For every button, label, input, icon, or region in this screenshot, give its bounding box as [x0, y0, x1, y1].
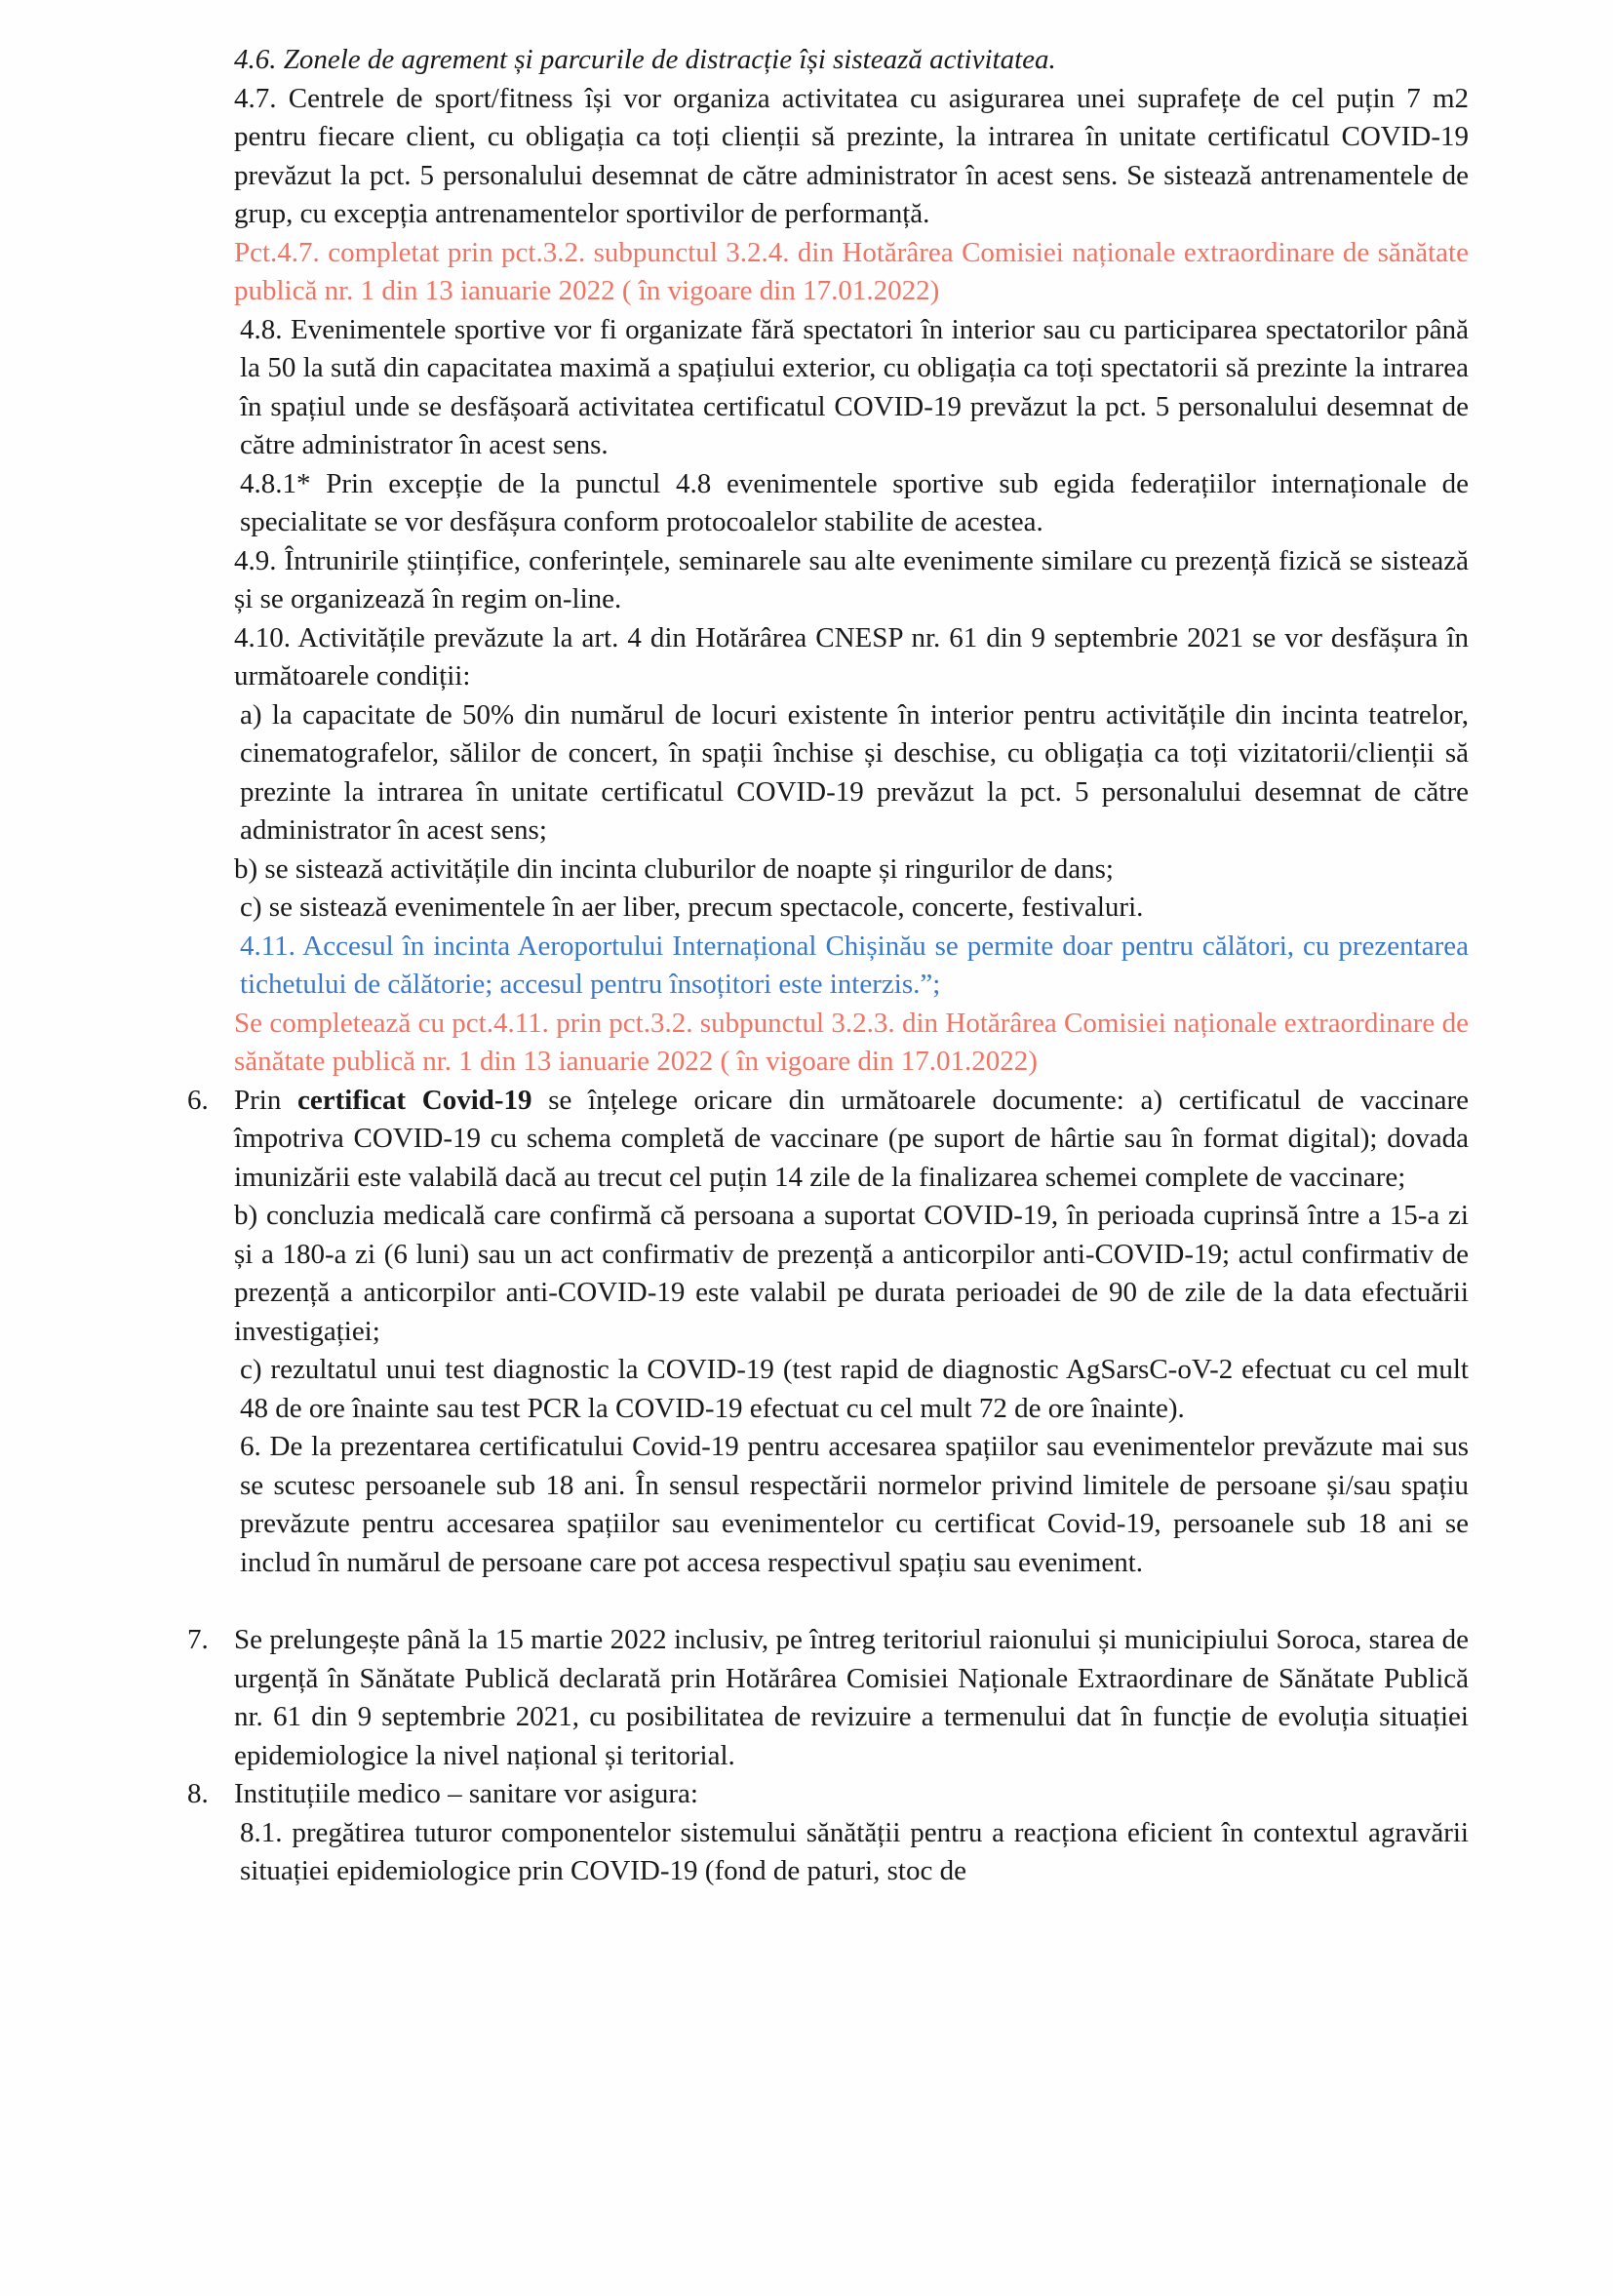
paragraph-4-7: 4.7. Centrele de sport/fitness își vor organiza activitatea cu asigurarea unei suprafețe de cel puțin 7 m2 pentru fiecare client, cu obligația ca toți clienții să prezinte, la intrarea în unitate certificatul COVID-19 prevăzut la pct. 5 personalului desemnat de către administrator în acest sens. Se sistează antrenamentele de grup, cu excepția antrenamentelor sportivilor de performanță.	[234, 82, 1469, 229]
item-6	[187, 1082, 1470, 1198]
item-8-number: 8.	[187, 1778, 209, 1809]
item-6-b: b) concluzia medicală care confirmă că persoana a suportat COVID-19, în perioada cuprinsă între a 15-a zi și a 180-a zi (6 luni) sau un act confirmativ de prezență a anticorpilor anti-COVID-19; actul confirmativ de prezență a anticorpilor anti-COVID-19 este valabil pe durata perioadei de 90 de zile de la data efectuării investigației;	[234, 1200, 1469, 1347]
paragraph-4-10: 4.10. Activitățile prevăzute la art. 4 din Hotărârea CNESP nr. 61 din 9 septembrie 2021 se vor desfășura în următoarele condiții:	[234, 621, 1469, 692]
item-6-lead: Prin	[234, 1084, 282, 1116]
paragraph-4-10-b: b) se sistează activitățile din incinta cluburilor de noapte și ringurilor de dans;	[234, 852, 1114, 885]
item-6-exemption: 6. De la prezentarea certificatului Covid-19 pentru accesarea spațiilor sau evenimentelor prevăzute mai sus se scutesc persoanele sub 18 ani. În sensul respectării normelor privind limitele de persoane și/sau spațiu prevăzute pentru accesarea spațiilor sau evenimentelor cu certificat Covid-19, persoanele sub 18 ani se includ în numărul de persoane care pot accesa respectivul spațiu sau eveniment.	[240, 1431, 1469, 1578]
paragraph-4-6: 4.6. Zonele de agrement și parcurile de distracție își sistează activitatea.	[234, 44, 1056, 75]
item-6-rest: se înțelege oricare din următoarele documente: a) certificatul de vaccinare împotriva COVID-19 cu schema completă de vaccinare (pe suport de hârtie sau în format digital); dovada imunizării este valabilă dacă au trecut cel puțin 14 zile de la finalizarea schemei complete de vaccinare;	[234, 1084, 1470, 1193]
paragraph-4-8: 4.8. Evenimentele sportive vor fi organizate fără spectatori în interior sau cu participarea spectatorilor până la 50 la sută din capacitatea maximă a spațiului exterior, cu obligația ca toți spectatorii să prezinte la intrarea în spațiul unde se desfășoară activitatea certificatul COVID-19 prevăzut la pct. 5 personalului desemnat de către administrator în acest sens.	[240, 313, 1469, 460]
item-7-number: 7.	[187, 1624, 209, 1655]
paragraph-4-10-c: c) se sistează evenimentele în aer liber, precum spectacole, concerte, festivaluri.	[240, 891, 1144, 923]
item-7	[187, 1621, 1469, 1775]
item-8-text: Instituțiile medico – sanitare vor asigura:	[234, 1778, 698, 1809]
amendment-note-4-11: Se completează cu pct.4.11. prin pct.3.2. subpunctul 3.2.3. din Hotărârea Comisiei naționale extraordinare de sănătate publică nr. 1 din 13 ianuarie 2022 ( în vigoare din 17.01.2022)	[234, 1007, 1469, 1077]
paragraph-4-11: 4.11. Accesul în incinta Aeroportului Internațional Chișinău se permite doar pentru călători, cu prezentarea tichetului de călătorie; accesul pentru însoțitori este interzis.”;	[240, 930, 1469, 1000]
document-body	[187, 41, 1470, 1891]
item-6-number: 6.	[187, 1084, 209, 1116]
item-6-c: c) rezultatul unui test diagnostic la COVID-19 (test rapid de diagnostic AgSarsC-oV-2 efectuat cu cel mult 48 de ore înainte sau test PCR la COVID-19 efectuat cu cel mult 72 de ore înainte).	[240, 1354, 1469, 1424]
item-6-bold-term: certificat Covid-19	[297, 1084, 532, 1116]
paragraph-4-8-1: 4.8.1* Prin excepție de la punctul 4.8 evenimentele sportive sub egida federațiilor internaționale de specialitate se vor desfășura conform protocoalelor stabilite de acestea.	[240, 467, 1469, 537]
paragraph-4-9: 4.9. Întrunirile științifice, conferințele, seminarele sau alte evenimente similare cu prezență fizică se sistează și se organizează în regim on-line.	[234, 544, 1469, 614]
item-8	[187, 1775, 1469, 1814]
amendment-note-4-7: Pct.4.7. completat prin pct.3.2. subpunctul 3.2.4. din Hotărârea Comisiei naționale extraordinare de sănătate publică nr. 1 din 13 ianuarie 2022 ( în vigoare din 17.01.2022)	[234, 236, 1469, 306]
paragraph-4-10-a: a) la capacitate de 50% din numărul de locuri existente în interior pentru activitățile din incinta teatrelor, cinematografelor, sălilor de concert, în spații închise și deschise, cu obligația ca toți vizitatorii/clienții să prezinte la intrarea în unitate certificatul COVID-19 prevăzut la pct. 5 personalului desemnat de către administrator în acest sens;	[240, 698, 1469, 846]
item-8-1: 8.1. pregătirea tuturor componentelor sistemului sănătății pentru a reacționa eficient în contextul agravării situației epidemiologice prin COVID-19 (fond de paturi, stoc de	[240, 1816, 1469, 1886]
item-7-text: Se prelungește până la 15 martie 2022 inclusiv, pe întreg teritoriul raionului și municipiului Soroca, starea de urgență în Sănătate Publică declarată prin Hotărârea Comisiei Naționale Extraordinare de Sănătate Publică nr. 61 din 9 septembrie 2021, cu posibilitatea de revizuire a termenului dat în funcție de evoluția situației epidemiologice la nivel național și teritorial.	[234, 1624, 1469, 1771]
spacer	[234, 1582, 1469, 1621]
